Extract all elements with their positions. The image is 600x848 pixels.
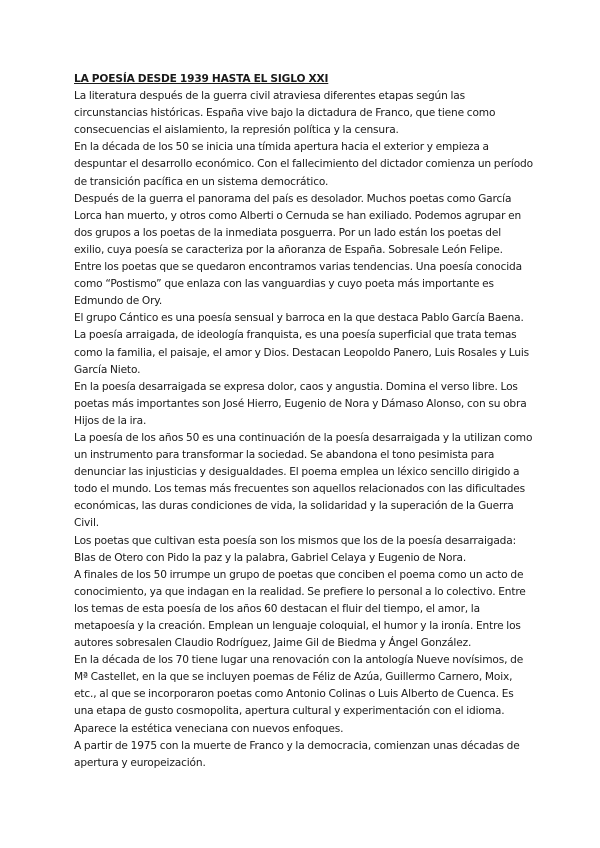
paragraph: Los poetas que cultivan esta poesía son los mismos que los de la poesía desarraigada: Blas de Otero con Pido la paz y la palabra, Gabriel Celaya y Eugenio de Nora.	[74, 534, 517, 564]
paragraph: En la década de los 50 se inicia una tímida apertura hacia el exterior y empieza a despuntar el desarrollo económico. Con el fallecimiento del dictador comienza un período de transición pacífica en un sistema democrático.	[74, 141, 533, 188]
paragraph: En la poesía desarraigada se expresa dolor, caos y angustia. Domina el verso libre. Los poetas más importantes son José Hierro, Eugenio de Nora y Dámaso Alonso, con su obra Hijos de la ira.	[74, 380, 527, 427]
paragraph: A finales de los 50 irrumpe un grupo de poetas que conciben el poema como un acto de conocimiento, ya que indagan en la realidad. Se prefiere lo personal a lo colectivo. Entre los temas de esta poesía de los años 60 destacan el fluir del tiempo, el amor, la metapoesía y la creación. Emplean un lenguaje coloquial, el humor y la ironía. Entre los autores sobresalen Claudio Rodríguez, Jaime Gil de Biedma y Ángel González.	[74, 568, 526, 650]
document-body	[74, 71, 534, 772]
document-title: LA POESÍA DESDE 1939 HASTA EL SIGLO XXI	[74, 73, 329, 85]
paragraph: Después de la guerra el panorama del país es desolador. Muchos poetas como García Lorca han muerto, y otros como Alberti o Cernuda se han exiliado. Podemos agrupar en dos grupos a los poetas de la inmediata posguerra. Por un lado están los poetas del exilio, cuya poesía se caracteriza por la añoranza de España. Sobresale León Felipe.	[74, 192, 522, 256]
paragraph: El grupo Cántico es una poesía sensual y barroca en la que destaca Pablo García Baena.	[74, 312, 524, 325]
paragraph: La poesía arraigada, de ideología franquista, es una poesía superficial que trata temas como la familia, el paisaje, el amor y Dios. Destacan Leopoldo Panero, Luis Rosales y Luis García Nieto.	[74, 329, 530, 376]
paragraph: La poesía de los años 50 es una continuación de la poesía desarraigada y la utilizan como un instrumento para transformar la sociedad. Se abandona el tono pesimista para denunciar las injusticias y desigualdades. El poema emplea un léxico sencillo dirigido a todo el mundo. Los temas más frecuentes son aquellos relacionados con las dificultades económicas, las duras condiciones de vida, la solidaridad y la superación de la Guerra Civil.	[74, 431, 533, 530]
paragraph: A partir de 1975 con la muerte de Franco y la democracia, comienzan unas décadas de apertura y europeización.	[74, 739, 520, 769]
paragraph: La literatura después de la guerra civil atraviesa diferentes etapas según las circunstancias históricas. España vive bajo la dictadura de Franco, que tiene como consecuencias el aislamiento, la represión política y la censura.	[74, 90, 496, 137]
paragraph: Entre los poetas que se quedaron encontramos varias tendencias. Una poesía conocida como “Postismo” que enlaza con las vanguardias y cuyo poeta más importante es Edmundo de Ory.	[74, 261, 522, 308]
paragraph: En la década de los 70 tiene lugar una renovación con la antología Nueve novísimos, de Mª Castellet, en la que se incluyen poemas de Féliz de Azúa, Guillermo Carnero, Moix, etc., al que se incorporaron poetas como Antonio Colinas o Luis Alberto de Cuenca. Es una etapa de gusto cosmopolita, apertura cultural y experimentación con el idioma. Aparece la estética veneciana con nuevos enfoques.	[74, 654, 524, 735]
